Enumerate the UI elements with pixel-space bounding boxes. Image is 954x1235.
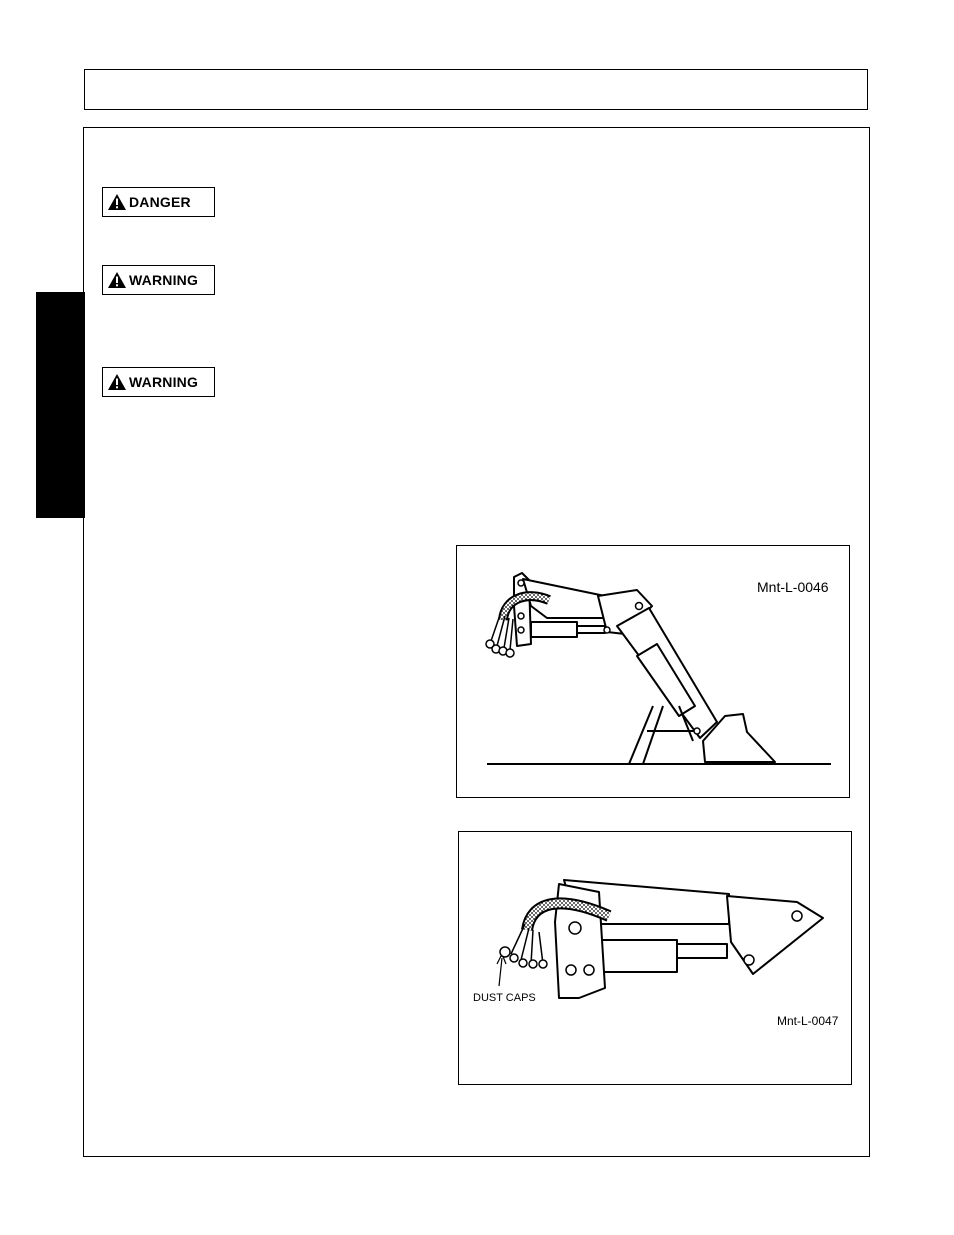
danger-label <box>102 187 215 217</box>
section-side-tab <box>36 292 85 518</box>
figure-dust-caps <box>458 831 852 1085</box>
loader-bracket-illustration <box>459 832 853 1086</box>
page-header-box <box>84 69 868 110</box>
dust-caps-callout: DUST CAPS <box>473 992 536 1004</box>
figure-loader-parked <box>456 545 850 798</box>
warning-triangle-icon <box>108 374 126 390</box>
warning-label-2 <box>102 367 215 397</box>
warning-label-text: WARNING <box>129 272 199 288</box>
warning-triangle-icon <box>108 272 126 288</box>
warning-triangle-icon <box>108 194 126 210</box>
figure-id: Mnt-L-0046 <box>757 579 829 595</box>
warning-label-1 <box>102 265 215 295</box>
danger-label-text: DANGER <box>129 194 191 210</box>
warning-label-text: WARNING <box>129 374 199 390</box>
figure-id: Mnt-L-0047 <box>777 1014 839 1028</box>
